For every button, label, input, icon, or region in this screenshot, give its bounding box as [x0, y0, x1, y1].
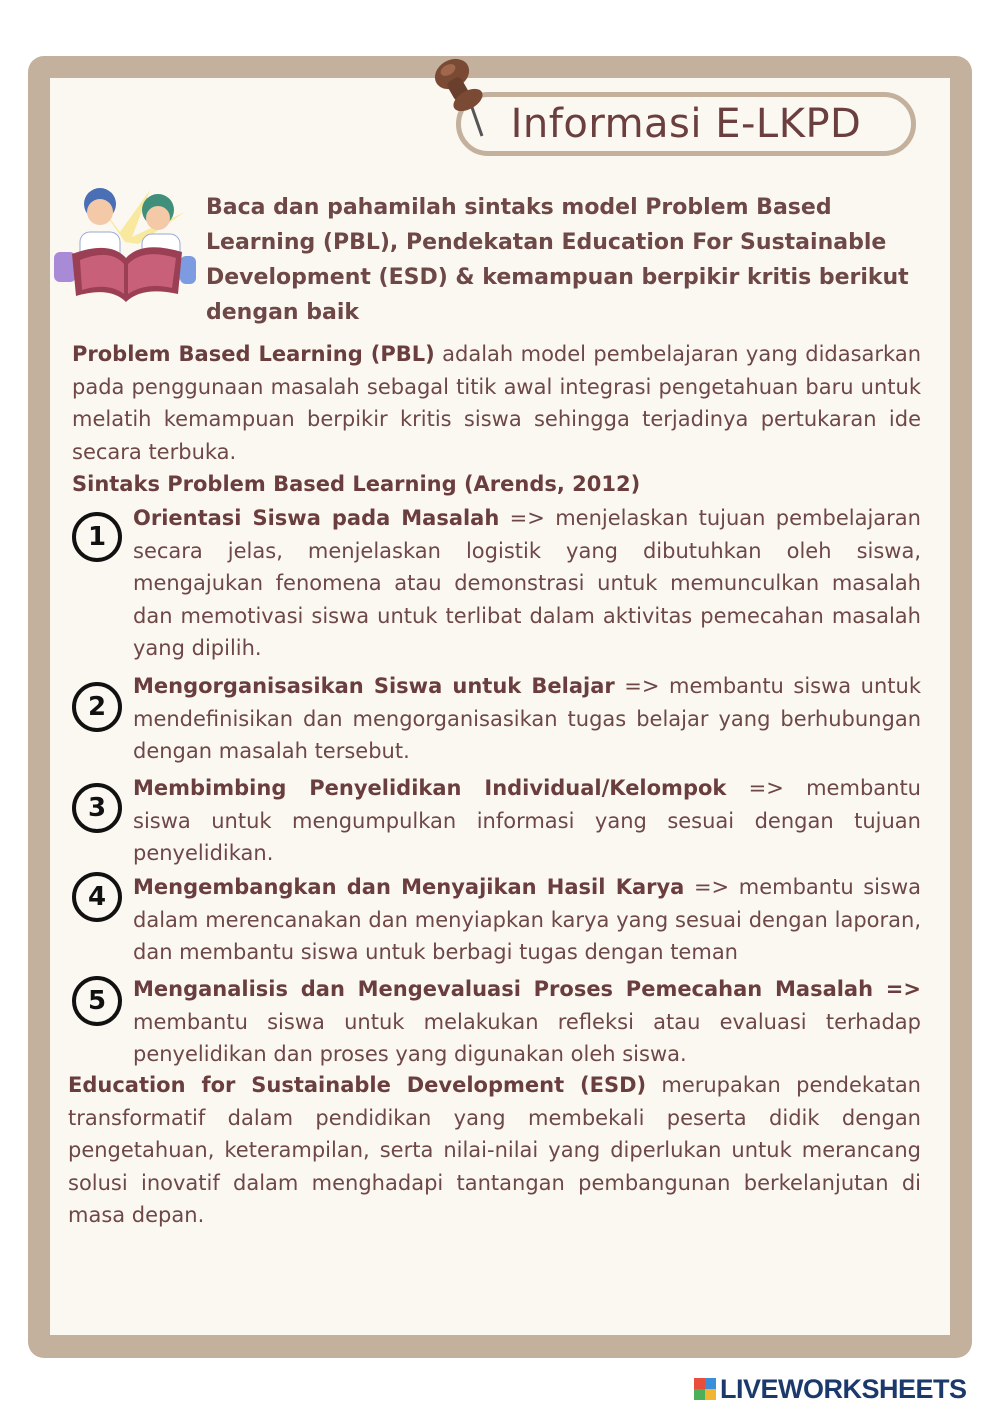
step-3: [133, 772, 921, 870]
liveworksheets-logo-icon: [694, 1378, 716, 1400]
step-description: => membantu siswa dalam merencanakan dan menyiapkan karya yang sesuai dengan laporan, dan membantu siswa untuk berbagi tugas dengan teman: [133, 875, 921, 965]
step-description: => menjelaskan tujuan pembelajaran secara jelas, menjelaskan logistik yang dibutuhkan oleh siswa, mengajukan fenomena atau demonstrasi untuk memunculkan masalah dan memotivasi siswa untuk terlibat dalam aktivitas pemecahan masalah yang dipilih.: [133, 506, 921, 661]
esd-term: Education for Sustainable Development (ESD): [68, 1073, 647, 1097]
kids-reading-book-illustration: [50, 182, 200, 310]
step-title: Mengorganisasikan Siswa untuk Belajar: [133, 674, 615, 698]
pbl-paragraph: [72, 338, 921, 468]
step-2-number-badge: 2: [72, 682, 122, 732]
step-description: => membantu siswa untuk mendefinisikan dan mengorganisasikan tugas belajar yang berhubungan dengan masalah tersebut.: [133, 674, 921, 764]
page-title: [456, 92, 916, 156]
step-title: Mengembangkan dan Menyajikan Hasil Karya: [133, 875, 685, 899]
syntax-heading: Sintaks Problem Based Learning (Arends, 2012): [72, 472, 641, 496]
liveworksheets-logo[interactable]: [694, 1374, 967, 1404]
pbl-term: Problem Based Learning (PBL): [72, 342, 435, 366]
step-1: [133, 502, 921, 665]
pbl-definition: adalah model pembelajaran yang didasarkan pada penggunaan masalah sebagal titik awal integrasi pengetahuan baru untuk melatih kemampuan berpikir kritis siswa sehingga terjadinya pertukaran ide secara terbuka.: [72, 342, 922, 464]
step-1-number-badge: 1: [72, 512, 122, 562]
step-description: membantu siswa untuk melakukan refleksi atau evaluasi terhadap penyelidikan dan proses yang digunakan oleh siswa.: [133, 1009, 921, 1067]
step-title: Membimbing Penyelidikan Individual/Kelompok: [133, 776, 727, 800]
page-title-text: Informasi E-LKPD: [510, 101, 862, 147]
step-2: [133, 670, 921, 768]
step-4-number-badge: 4: [72, 872, 122, 922]
step-5: [133, 973, 921, 1071]
step-description: => membantu siswa untuk mengumpulkan informasi yang sesuai dengan tujuan penyelidikan.: [133, 776, 921, 866]
esd-definition: merupakan pendekatan transformatif dalam pendidikan yang membekali peserta didik dengan pengetahuan, keterampilan, serta nilai-nilai yang diperlukan untuk merancang solusi inovatif dalam menghadapi tantangan pembangunan berkelanjutan di masa depan.: [68, 1073, 921, 1228]
push-pin-icon: [426, 50, 496, 142]
step-3-number-badge: 3: [72, 783, 122, 833]
step-4: [133, 871, 921, 969]
step-5-number-badge: 5: [72, 976, 122, 1026]
esd-paragraph: [68, 1069, 921, 1232]
step-title: Orientasi Siswa pada Masalah: [133, 506, 500, 530]
step-title: Menganalisis dan Mengevaluasi Proses Pemecahan Masalah =>: [133, 977, 921, 1001]
intro-instruction: Baca dan pahamilah sintaks model Problem Based Learning (PBL), Pendekatan Education For Sustainable Development (ESD) & kemampuan berpikir kritis berikut dengan baik: [206, 195, 909, 325]
brand-name: LIVEWORKSHEETS: [720, 1373, 967, 1404]
